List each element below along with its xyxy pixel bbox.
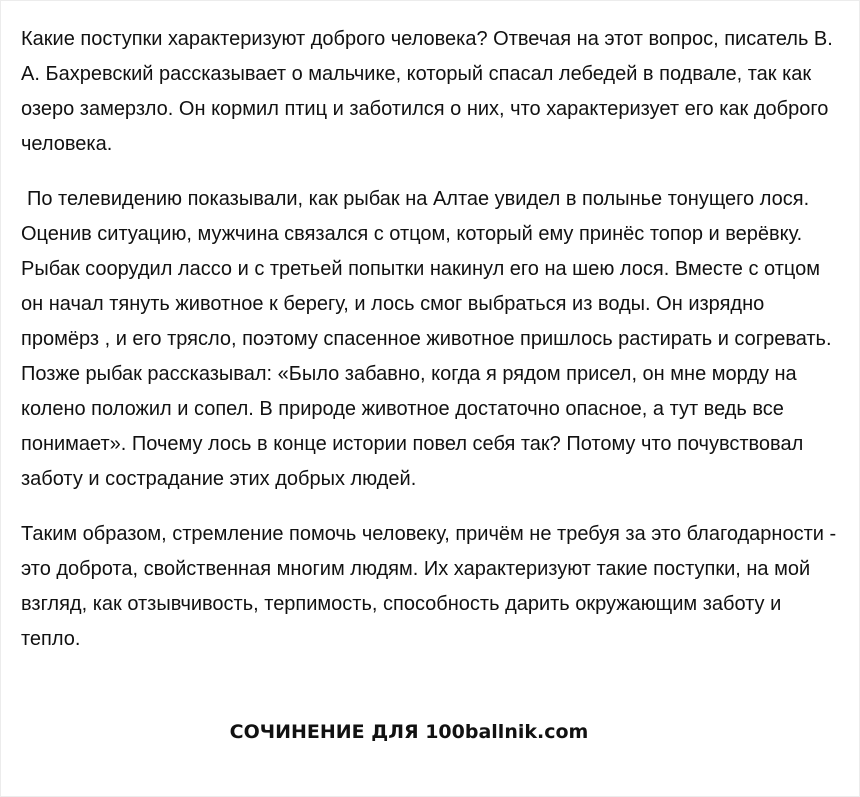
paragraph-argument: По телевидению показывали, как рыбак на Алтае увидел в полынье тонущего лося. Оценив ситуацию, мужчина связался с отцом, который ему принёс топор и верёвку. Рыбак соорудил лассо и с третьей попытки накинул его на шею лося. Вместе с отцом он начал тянуть животное к берегу, и лось смог выбраться из воды. Он изрядно промёрз , и его трясло, поэтому спасенное животное пришлось растирать и согревать. Позже рыбак рассказывал: «Было забавно, когда я рядом присел, он мне морду на колено положил и сопел. В природе животное достаточно опасное, а тут ведь все понимает». Почему лось в конце истории повел себя так? Потому что почувствовал заботу и сострадание этих добрых людей.: [21, 188, 832, 490]
paragraph-conclusion: Таким образом, стремление помочь человеку, причём не требуя за это благодарности - это доброта, свойственная многим людям. Их характеризуют такие поступки, на мой взгляд, как отзывчивость, терпимость, способность дарить окружающим заботу и тепло.: [21, 523, 837, 650]
watermark-text: СОЧИНЕНИЕ ДЛЯ 100ballnik.com: [229, 721, 589, 743]
essay-body: [21, 22, 843, 657]
paragraph-intro: Какие поступки характеризуют доброго человека? Отвечая на этот вопрос, писатель В. А. Бахревский рассказывает о мальчике, который спасал лебедей в подвале, так как озеро замерзло. Он кормил птиц и заботился о них, что характеризует его как доброго человека.: [21, 28, 833, 155]
